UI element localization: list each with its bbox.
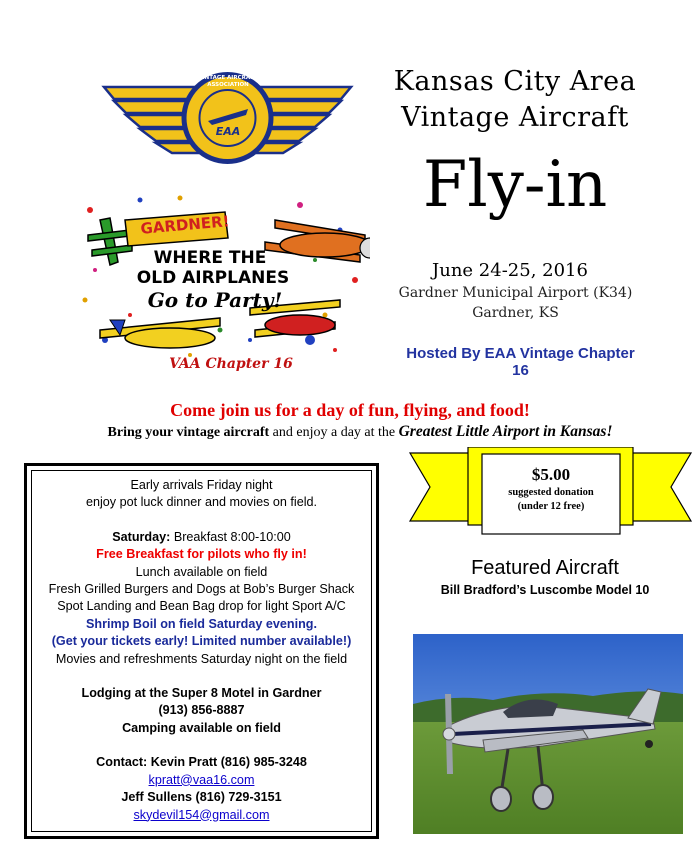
luscombe-airplane-icon [413, 634, 683, 834]
email-link-2[interactable]: skydevil154@gmail.com [133, 807, 270, 822]
tagline-sub-prefix: Bring your vintage aircraft [107, 425, 270, 440]
tagline-headline: Come join us for a day of fun, flying, and food! [170, 400, 530, 420]
title-line-1: Kansas City Area [393, 66, 637, 97]
tickets-line: (Get your tickets early! Limited number available!) [51, 634, 352, 649]
movies-line: Movies and refreshments Saturday night on the field [55, 651, 348, 666]
lunch-line: Lunch available on field [135, 564, 268, 579]
donation-ribbon [408, 447, 693, 537]
airport-city: Gardner, KS [472, 305, 559, 321]
featured-title: Featured Aircraft [471, 557, 619, 579]
logo-center-text: EAA [215, 125, 241, 138]
lodging-phone: (913) 856-8887 [158, 703, 245, 718]
featured-subtitle: Bill Bradford’s Luscombe Model 10 [440, 583, 650, 597]
donation-line-1: suggested donation [508, 487, 594, 498]
tagline-sub [40, 423, 680, 441]
party-banner-text: GARDNER! [139, 212, 231, 238]
party-line3: Go to Party! [147, 288, 283, 312]
featured-aircraft-photo [413, 634, 683, 834]
saturday-label: Saturday: [112, 529, 171, 544]
camping-line: Camping available on field [122, 720, 281, 735]
tagline-sub-middle: and enjoy a day at the [269, 425, 399, 440]
title-line-2: Vintage Aircraft [401, 102, 629, 133]
party-artwork [70, 190, 370, 380]
saturday-time: Breakfast 8:00-10:00 [170, 529, 291, 544]
donation-amount: $5.00 [531, 465, 571, 484]
spot-landing-line: Spot Landing and Bean Bag drop for light Sport A/C [57, 599, 346, 614]
donation-text-block [482, 465, 620, 512]
schedule-box [24, 463, 379, 839]
friday-line-2-end: . [313, 495, 318, 510]
airport-name: Gardner Municipal Airport (K34) [398, 285, 633, 301]
burgers-line: Fresh Grilled Burgers and Dogs at Bob’s Burger Shack [48, 582, 355, 597]
contact-1: Contact: Kevin Pratt (816) 985-3248 [96, 755, 307, 770]
headline-fly-in: Fly-in [422, 148, 608, 222]
email-link-1[interactable]: kpratt@vaa16.com [148, 772, 255, 787]
tagline-sub-emphasis: Greatest Little Airport in Kansas! [398, 423, 613, 440]
shrimp-boil-line: Shrimp Boil on field Saturday evening. [86, 616, 317, 631]
schedule-content [31, 470, 372, 832]
donation-line-2: (under 12 free) [517, 501, 585, 512]
logo-ring-text: VINTAGE AIRCRAFT ASSOCIATION [198, 75, 258, 88]
party-line1: WHERE THE [153, 248, 267, 268]
contact-2: Jeff Sullens (816) 729-3151 [121, 790, 282, 805]
event-location [378, 283, 653, 323]
friday-line-1: Early arrivals Friday night [130, 478, 273, 492]
vaa-logo [100, 65, 355, 170]
lodging-line: Lodging at the Super 8 Motel in Gardner [81, 686, 322, 701]
hosted-by: Hosted By EAA Vintage Chapter 16 [406, 345, 635, 379]
friday-line-2: enjoy pot luck dinner and movies on field [85, 495, 314, 510]
party-chapter: VAA Chapter 16 [169, 356, 293, 372]
event-date: June 24-25, 2016 [432, 260, 588, 281]
party-line2: OLD AIRPLANES [136, 268, 290, 288]
free-breakfast: Free Breakfast for pilots who fly in! [96, 547, 307, 562]
